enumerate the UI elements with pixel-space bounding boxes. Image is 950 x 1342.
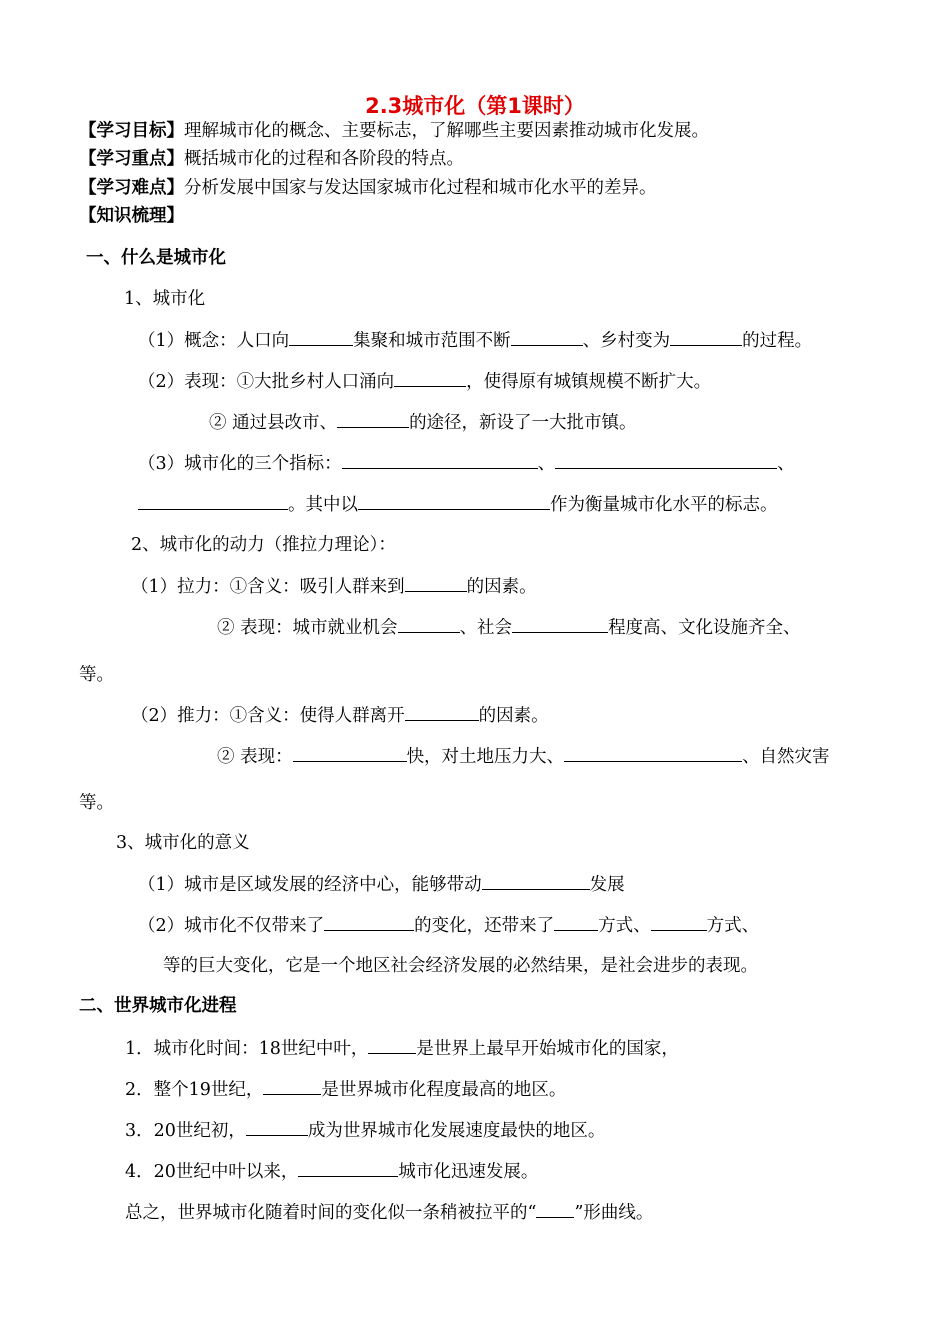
blank-field[interactable] (405, 703, 479, 721)
subsection-2-heading: 2、城市化的动力（推拉力理论）： (131, 535, 396, 555)
blank-field[interactable] (138, 492, 288, 510)
pull-performance-end: 等。 (79, 665, 114, 685)
blank-field[interactable] (246, 1118, 308, 1136)
blank-field[interactable] (337, 410, 409, 428)
subsection-1-heading: 1、城市化 (124, 289, 206, 309)
process-item-3: 3．20世纪初， 成为世界城市化发展速度最快的地区。 (125, 1118, 605, 1143)
blank-field[interactable] (511, 328, 583, 346)
blank-field[interactable] (564, 744, 742, 762)
push-meaning: （2）推力：①含义：使得人群离开 的因素。 (131, 703, 549, 728)
push-performance-end: 等。 (79, 793, 114, 813)
summary-line: 总之，世界城市化随着时间的变化似一条稍被拉平的“ ”形曲线。 (125, 1200, 653, 1225)
significance-line-1: （1）城市是区域发展的经济中心，能够带动 发展 (138, 872, 625, 897)
blank-field[interactable] (394, 369, 466, 387)
performance-line-2: ② 通过县改市、 的途径，新设了一大批市镇。 (209, 410, 637, 435)
performance-line-1: （2）表现：①大批乡村人口涌向 ，使得原有城镇规模不断扩大。 (138, 369, 711, 394)
blank-field[interactable] (536, 1200, 574, 1218)
section-2-heading: 二、世界城市化进程 (79, 996, 237, 1016)
process-item-2: 2．整个19世纪， 是世界城市化程度最高的地区。 (125, 1077, 566, 1102)
blank-field[interactable] (298, 1159, 398, 1177)
blank-field[interactable] (512, 615, 608, 633)
push-performance: ② 表现： 快，对土地压力大、 、自然灾害 (217, 744, 830, 769)
blank-field[interactable] (651, 913, 707, 931)
section-1-heading: 一、什么是城市化 (86, 248, 226, 268)
process-item-1: 1．城市化时间：18世纪中叶， 是世界上最早开始城市化的国家， (125, 1036, 679, 1061)
indicators-line-1: （3）城市化的三个指标： 、 、 (138, 451, 795, 476)
pull-meaning: （1）拉力：①含义：吸引人群来到 的因素。 (131, 574, 537, 599)
blank-field[interactable] (398, 615, 460, 633)
blank-field[interactable] (482, 872, 590, 890)
significance-line-3: 等的巨大变化，它是一个地区社会经济发展的必然结果，是社会进步的表现。 (163, 956, 758, 976)
subsection-3-heading: 3、城市化的意义 (116, 833, 250, 853)
significance-line-2: （2）城市化不仅带来了 的变化，还带来了 方式、 方式、 (138, 913, 759, 938)
blank-field[interactable] (293, 744, 407, 762)
blank-field[interactable] (342, 451, 538, 469)
blank-field[interactable] (670, 328, 742, 346)
blank-field[interactable] (405, 574, 467, 592)
indicators-line-2: 。其中以 作为衡量城市化水平的标志。 (138, 492, 778, 517)
blank-field[interactable] (324, 913, 414, 931)
concept-line: （1）概念：人口向 集聚和城市范围不断 、乡村变为 的过程。 (138, 328, 812, 353)
blank-field[interactable] (358, 492, 550, 510)
blank-field[interactable] (554, 913, 598, 931)
blank-field[interactable] (263, 1077, 321, 1095)
blank-field[interactable] (368, 1036, 416, 1054)
blank-field[interactable] (555, 451, 777, 469)
pull-performance: ② 表现：城市就业机会 、社会 程度高、文化设施齐全、 (217, 615, 801, 640)
learning-difficulty: 【学习难点】分析发展中国家与发达国家城市化过程和城市化水平的差异。 (79, 178, 657, 198)
blank-field[interactable] (289, 328, 353, 346)
learning-focus: 【学习重点】概括城市化的过程和各阶段的特点。 (79, 149, 464, 169)
knowledge-review-heading: 【知识梳理】 (79, 206, 184, 226)
process-item-4: 4．20世纪中叶以来， 城市化迅速发展。 (125, 1159, 538, 1184)
page-title: 2.3城市化（第1课时） (365, 94, 585, 118)
learning-goal: 【学习目标】理解城市化的概念、主要标志，了解哪些主要因素推动城市化发展。 (79, 121, 709, 141)
